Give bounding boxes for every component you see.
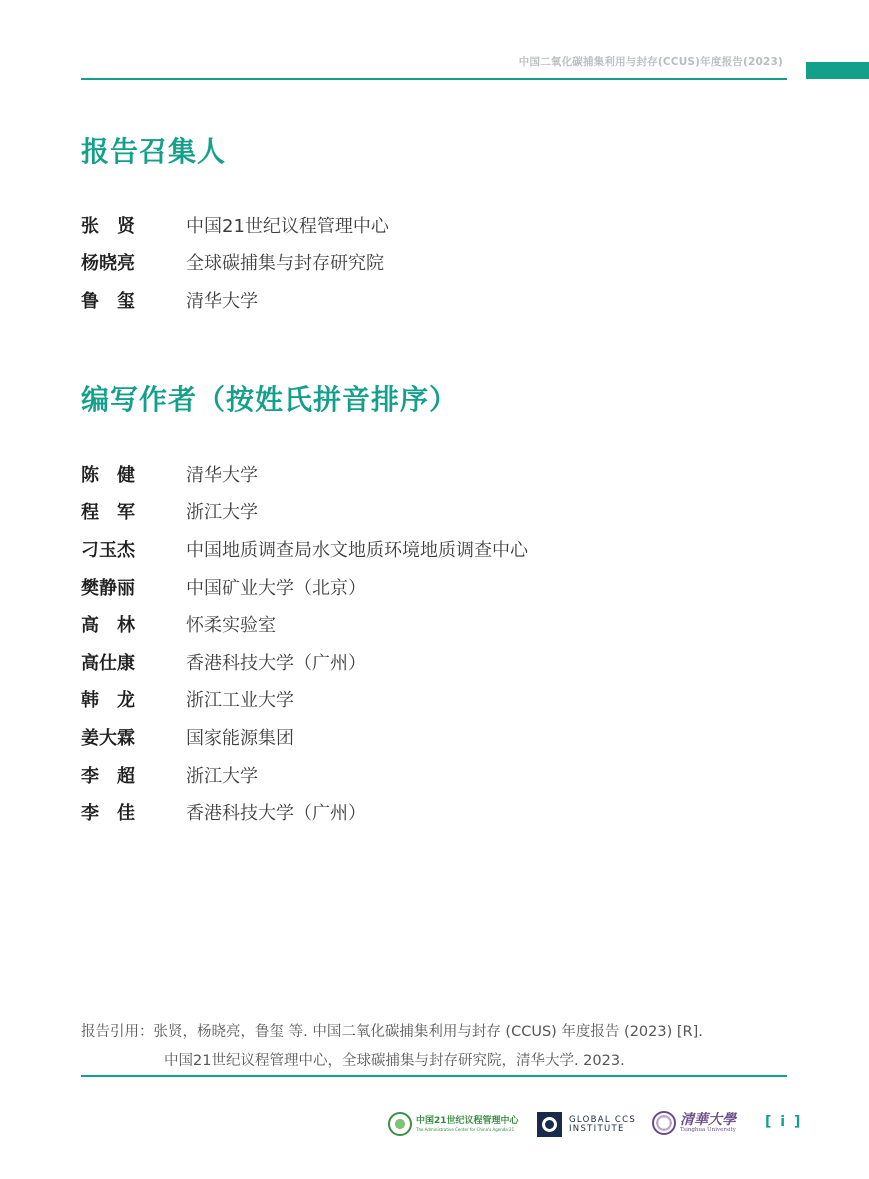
convenors-title: 报告召集人 xyxy=(81,135,227,168)
convenors-list xyxy=(81,206,389,319)
author-entry xyxy=(81,756,528,794)
authors-list xyxy=(81,455,528,831)
citation-text-continued: 中国21世纪议程管理中心，全球碳捕集与封存研究院，清华大学. 2023. xyxy=(164,1053,625,1069)
author-name: 姜大霖 xyxy=(81,727,135,749)
author-name: 高仕康 xyxy=(81,652,135,674)
convenor-affiliation: 中国21世纪议程管理中心 xyxy=(186,215,389,237)
convenor-name: 张 贤 xyxy=(81,215,135,237)
convenor-name: 杨晓亮 xyxy=(81,253,135,275)
page-number: [ i ] xyxy=(765,1114,803,1130)
convenor-affiliation: 全球碳捕集与封存研究院 xyxy=(186,253,384,275)
author-entry xyxy=(81,605,528,643)
authors-title: 编写作者（按姓氏拼音排序） xyxy=(81,383,459,416)
running-header: 中国二氧化碳捕集利用与封存(CCUS)年度报告(2023) xyxy=(518,56,783,68)
tsinghua-seal-icon xyxy=(652,1111,676,1135)
convenor-entry xyxy=(81,206,389,244)
agenda21-logo-en: The Administrative Center for China's Agenda 21 xyxy=(416,1126,515,1132)
footer-divider xyxy=(81,1075,787,1077)
agenda21-emblem-icon xyxy=(388,1112,412,1136)
author-name: 李 超 xyxy=(81,765,135,787)
agenda21-logo-cn: 中国21世纪议程管理中心 xyxy=(416,1115,519,1126)
author-affiliation: 浙江大学 xyxy=(186,502,258,524)
global-ccs-logo xyxy=(537,1112,636,1137)
convenor-name: 鲁 玺 xyxy=(81,290,135,312)
author-affiliation: 国家能源集团 xyxy=(186,727,294,749)
author-name: 李 佳 xyxy=(81,803,135,825)
author-affiliation: 香港科技大学（广州） xyxy=(186,652,366,674)
header-tab-marker xyxy=(806,62,869,79)
global-ccs-mark-icon xyxy=(537,1112,562,1137)
citation-text: 报告引用：张贤，杨晓亮，鲁玺 等. 中国二氧化碳捕集利用与封存 (CCUS) 年度报告 (2023) [R]. xyxy=(81,1024,703,1040)
global-ccs-logo-line1: GLOBAL CCS xyxy=(569,1114,637,1125)
author-affiliation: 清华大学 xyxy=(186,464,258,486)
author-name: 刁玉杰 xyxy=(81,539,135,561)
convenor-entry xyxy=(81,244,389,282)
agenda21-logo xyxy=(388,1112,519,1136)
author-affiliation: 香港科技大学（广州） xyxy=(186,803,366,825)
global-ccs-logo-line2: INSTITUTE xyxy=(569,1123,625,1134)
author-name: 韩 龙 xyxy=(81,690,135,712)
author-entry xyxy=(81,793,528,831)
author-entry xyxy=(81,718,528,756)
author-name: 高 林 xyxy=(81,615,135,637)
author-affiliation: 浙江大学 xyxy=(186,765,258,787)
author-entry xyxy=(81,455,528,493)
author-name: 陈 健 xyxy=(81,464,135,486)
author-affiliation: 中国地质调查局水文地质环境地质调查中心 xyxy=(186,539,528,561)
author-name: 樊静丽 xyxy=(81,577,135,599)
author-entry xyxy=(81,681,528,719)
author-entry xyxy=(81,568,528,606)
author-name: 程 军 xyxy=(81,502,135,524)
header-divider xyxy=(81,78,787,80)
tsinghua-logo xyxy=(652,1111,736,1135)
convenor-entry xyxy=(81,281,389,319)
author-affiliation: 中国矿业大学（北京） xyxy=(186,577,366,599)
author-entry xyxy=(81,530,528,568)
tsinghua-logo-en: Tsinghua University xyxy=(680,1126,736,1133)
author-affiliation: 浙江工业大学 xyxy=(186,690,294,712)
author-entry xyxy=(81,643,528,681)
author-entry xyxy=(81,493,528,531)
tsinghua-logo-cn: 清華大學 xyxy=(680,1111,736,1128)
author-affiliation: 怀柔实验室 xyxy=(186,615,276,637)
convenor-affiliation: 清华大学 xyxy=(186,290,258,312)
